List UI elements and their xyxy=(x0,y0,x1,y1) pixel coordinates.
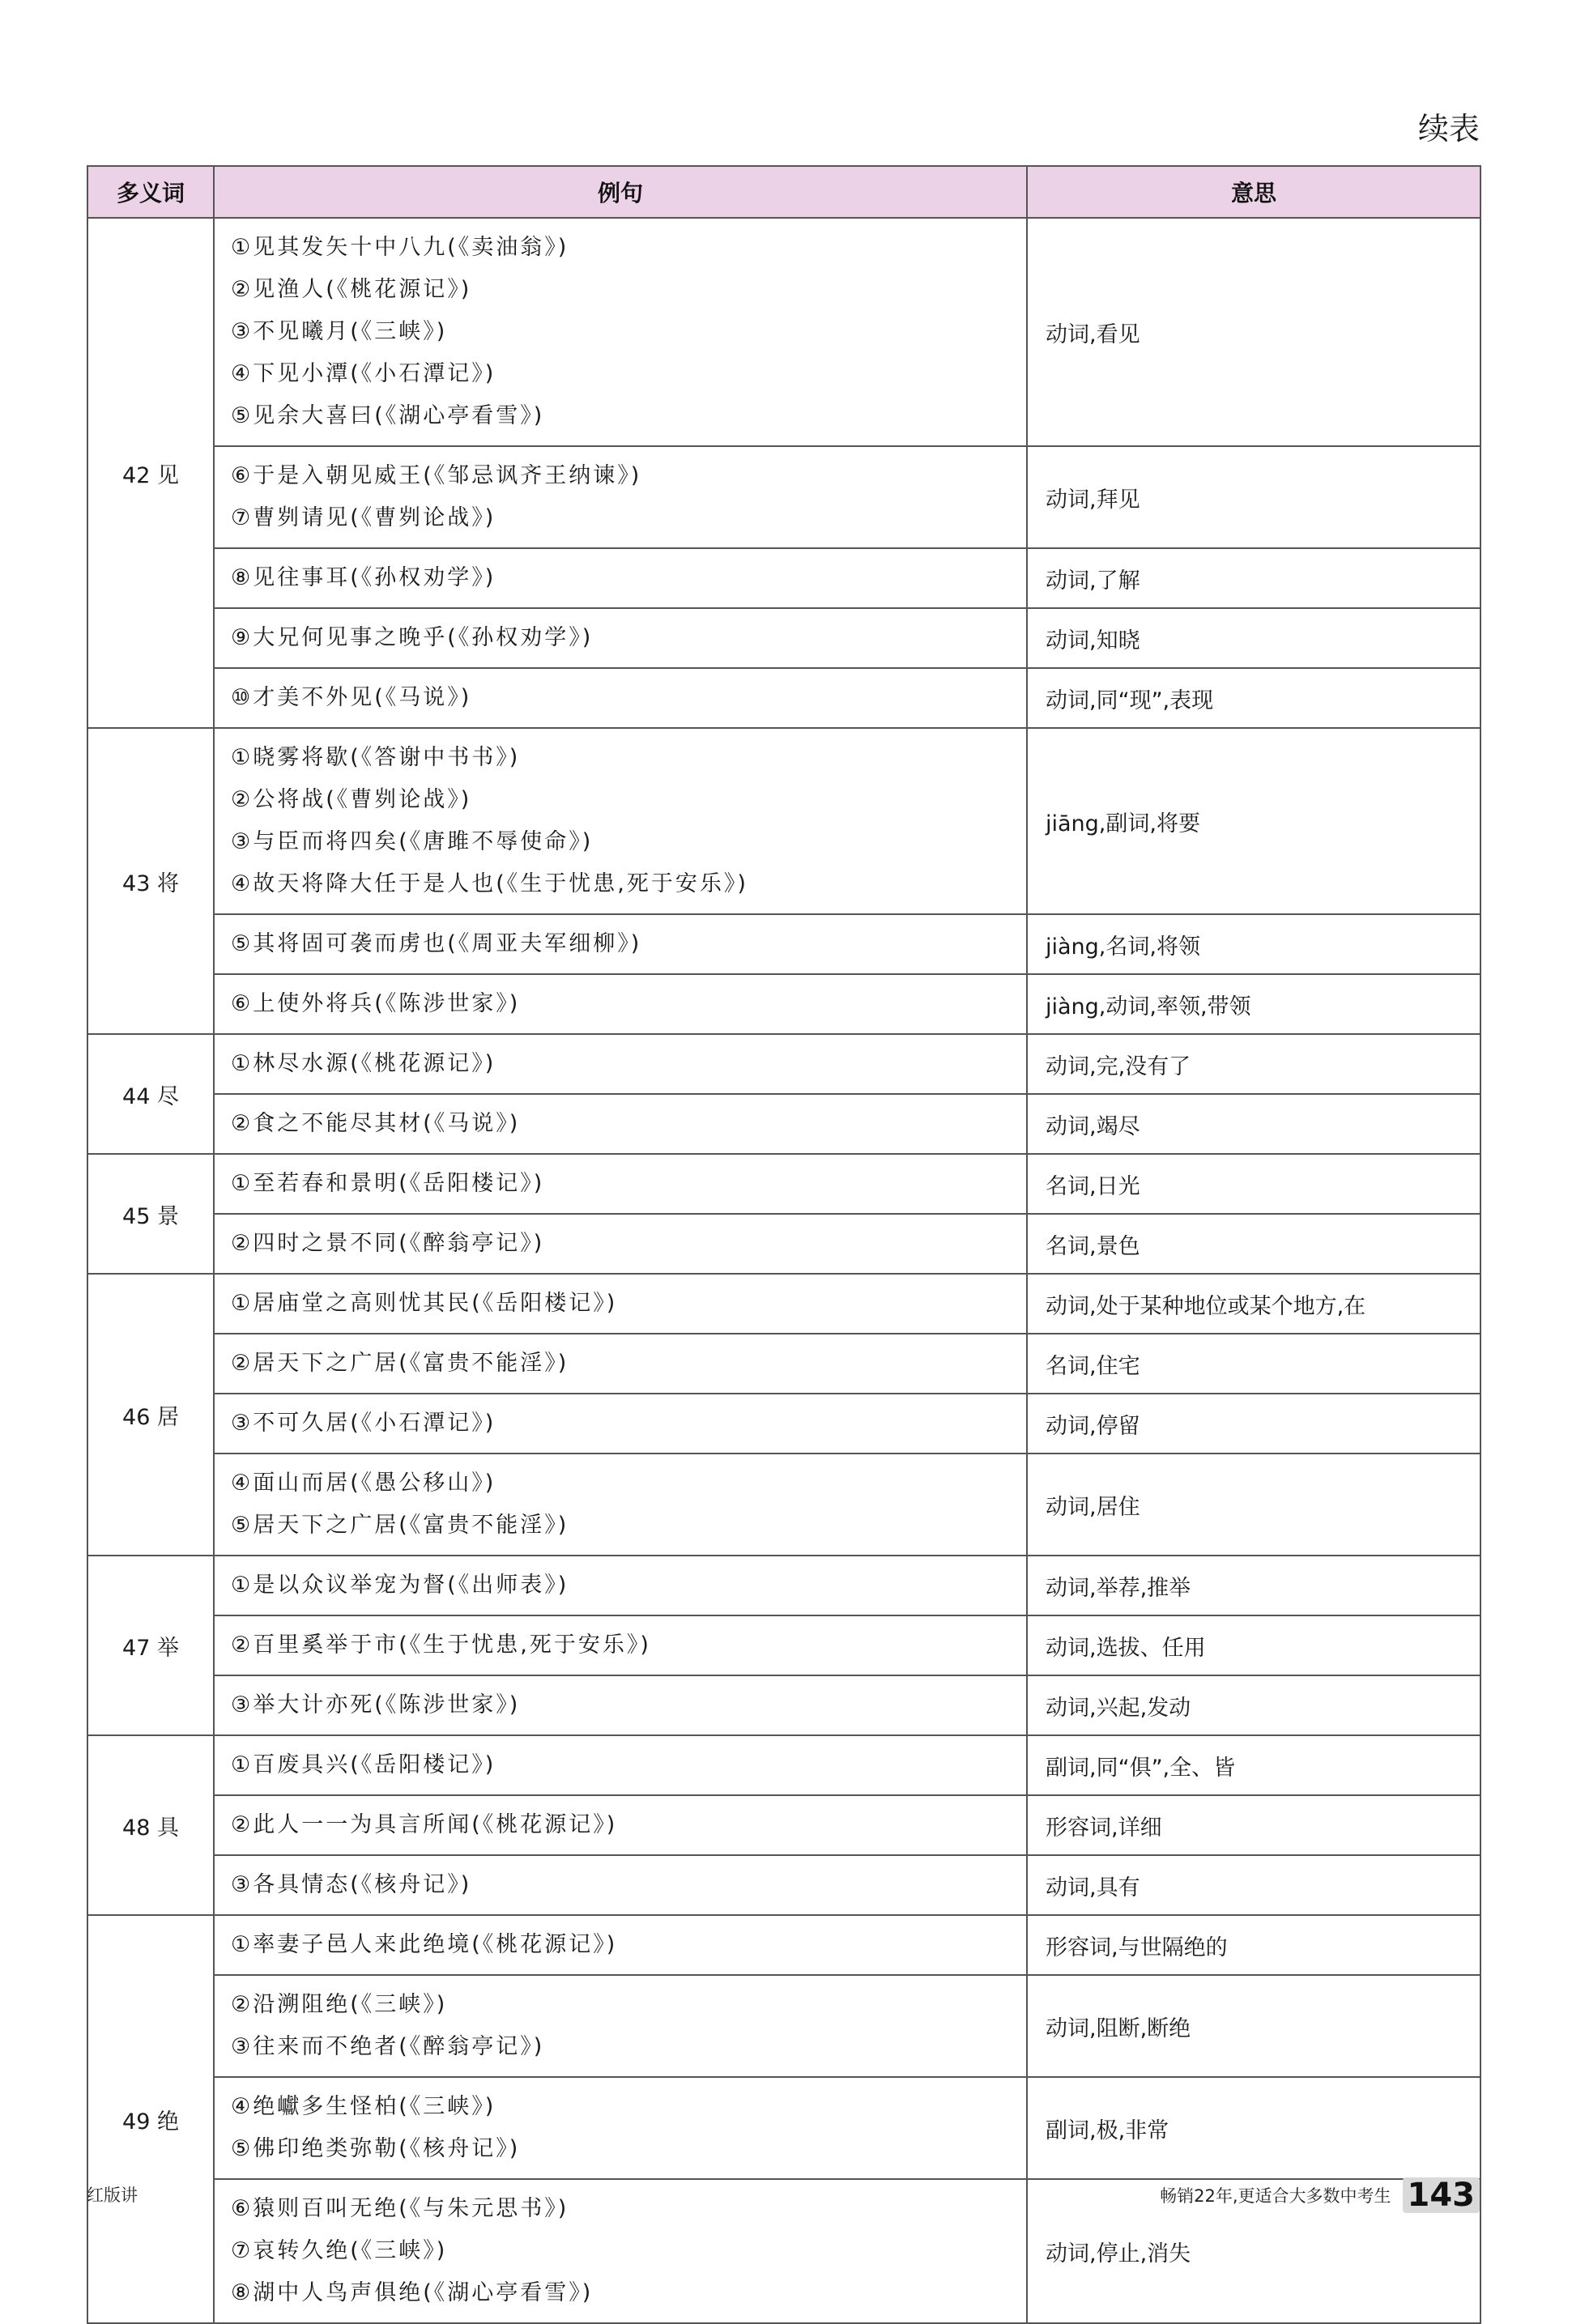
example-cell xyxy=(214,608,1027,668)
table-row xyxy=(87,1915,1480,1975)
meaning-cell: 名词,日光 xyxy=(1027,1154,1480,1214)
example-sentence: ①晓雾将歇(《答谢中书书》) xyxy=(231,745,521,770)
continued-table-title: 续表 xyxy=(1417,111,1480,147)
example-cell xyxy=(214,2179,1027,2323)
table-row xyxy=(87,608,1480,668)
meaning-cell: 副词,同“俱”,全、皆 xyxy=(1027,1735,1480,1795)
table-row xyxy=(87,1214,1480,1274)
table-row xyxy=(87,548,1480,608)
example-sentence: ①百废具兴(《岳阳楼记》) xyxy=(231,1752,496,1777)
meaning-cell: 副词,极,非常 xyxy=(1027,2077,1480,2179)
example-cell xyxy=(214,1915,1027,1975)
example-cell xyxy=(214,446,1027,548)
meaning-cell: 动词,停止,消失 xyxy=(1027,2179,1480,2323)
polysemous-word: 43 将 xyxy=(87,728,214,1034)
example-sentence: ⑤见余大喜曰(《湖心亭看雪》) xyxy=(231,403,545,428)
page-number: 143 xyxy=(1403,2177,1480,2213)
example-cell xyxy=(214,1214,1027,1274)
example-sentence: ②百里奚举于市(《生于忧患,死于安乐》) xyxy=(231,1632,651,1658)
example-sentence: ⑨大兄何见事之晚乎(《孙权劝学》) xyxy=(231,625,594,650)
example-sentence: ④绝巘多生怪柏(《三峡》) xyxy=(231,2094,496,2119)
example-sentence: ②食之不能尽其材(《马说》) xyxy=(231,1111,521,1136)
example-sentence: ①率妻子邑人来此绝境(《桃花源记》) xyxy=(231,1932,618,1957)
example-cell xyxy=(214,974,1027,1034)
meaning-cell: jiàng,动词,率领,带领 xyxy=(1027,974,1480,1034)
table-row xyxy=(87,1975,1480,2077)
meaning-cell: 动词,停留 xyxy=(1027,1394,1480,1454)
example-sentence: ①至若春和景明(《岳阳楼记》) xyxy=(231,1171,545,1196)
polysemous-word: 45 景 xyxy=(87,1154,214,1274)
example-sentence: ⑤佛印绝类弥勒(《核舟记》) xyxy=(231,2136,521,2161)
example-sentence: ⑤其将固可袭而虏也(《周亚夫军细柳》) xyxy=(231,931,642,956)
example-cell xyxy=(214,1556,1027,1615)
example-sentence: ④故天将降大任于是人也(《生于忧患,死于安乐》) xyxy=(231,871,748,896)
footer-slogan: 畅销22年,更适合大多数中考生 xyxy=(1160,2186,1391,2206)
table-row xyxy=(87,218,1480,446)
table-row xyxy=(87,974,1480,1034)
example-sentence: ②四时之景不同(《醉翁亭记》) xyxy=(231,1231,545,1256)
polysemous-word: 44 尽 xyxy=(87,1034,214,1154)
meaning-cell: 动词,兴起,发动 xyxy=(1027,1675,1480,1735)
meaning-cell: jiāng,副词,将要 xyxy=(1027,728,1480,914)
meaning-cell: 名词,住宅 xyxy=(1027,1334,1480,1394)
meaning-cell: 动词,具有 xyxy=(1027,1855,1480,1915)
polysemous-word: 46 居 xyxy=(87,1274,214,1556)
example-sentence: ③不可久居(《小石潭记》) xyxy=(231,1411,496,1436)
example-cell xyxy=(214,1675,1027,1735)
example-sentence: ⑥于是入朝见威王(《邹忌讽齐王纳谏》) xyxy=(231,463,642,488)
table-row xyxy=(87,1094,1480,1154)
example-sentence: ②公将战(《曹刿论战》) xyxy=(231,787,472,812)
meaning-cell: 动词,完,没有了 xyxy=(1027,1034,1480,1094)
example-cell xyxy=(214,1334,1027,1394)
example-sentence: ⑥上使外将兵(《陈涉世家》) xyxy=(231,991,521,1016)
example-sentence: ①见其发矢十中八九(《卖油翁》) xyxy=(231,235,569,260)
example-cell xyxy=(214,1795,1027,1855)
table-row xyxy=(87,728,1480,914)
example-sentence: ⑧湖中人鸟声俱绝(《湖心亭看雪》) xyxy=(231,2280,594,2305)
example-sentence: ④面山而居(《愚公移山》) xyxy=(231,1471,496,1496)
example-sentence: ④下见小潭(《小石潭记》) xyxy=(231,361,496,386)
meaning-cell: 形容词,详细 xyxy=(1027,1795,1480,1855)
meaning-cell: 动词,看见 xyxy=(1027,218,1480,446)
table-row xyxy=(87,1034,1480,1094)
table-row xyxy=(87,1735,1480,1795)
meaning-cell: 动词,同“现”,表现 xyxy=(1027,668,1480,728)
table-row xyxy=(87,1154,1480,1214)
table-row xyxy=(87,1795,1480,1855)
example-cell xyxy=(214,1855,1027,1915)
example-cell xyxy=(214,218,1027,446)
meaning-cell: 动词,竭尽 xyxy=(1027,1094,1480,1154)
meaning-cell: 动词,知晓 xyxy=(1027,608,1480,668)
example-cell xyxy=(214,1034,1027,1094)
table-row xyxy=(87,668,1480,728)
example-sentence: ③往来而不绝者(《醉翁亭记》) xyxy=(231,2034,545,2059)
example-cell xyxy=(214,1274,1027,1334)
example-sentence: ②居天下之广居(《富贵不能淫》) xyxy=(231,1351,569,1376)
example-sentence: ①是以众议举宠为督(《出师表》) xyxy=(231,1573,569,1598)
example-sentence: ⑥猿则百叫无绝(《与朱元思书》) xyxy=(231,2196,569,2221)
example-cell xyxy=(214,668,1027,728)
meaning-cell: 动词,阻断,断绝 xyxy=(1027,1975,1480,2077)
example-sentence: ①林尽水源(《桃花源记》) xyxy=(231,1051,496,1076)
example-sentence: ②沿溯阻绝(《三峡》) xyxy=(231,1992,448,2017)
example-cell xyxy=(214,1615,1027,1675)
example-sentence: ⑩才美不外见(《马说》) xyxy=(231,685,472,710)
meaning-cell: 动词,处于某种地位或某个地方,在 xyxy=(1027,1274,1480,1334)
table-row xyxy=(87,1274,1480,1334)
meaning-cell: 动词,拜见 xyxy=(1027,446,1480,548)
table-row xyxy=(87,1454,1480,1556)
table-row xyxy=(87,1394,1480,1454)
table-row xyxy=(87,914,1480,974)
meaning-cell: 动词,了解 xyxy=(1027,548,1480,608)
footer-brand: 红版讲 xyxy=(87,2186,138,2205)
example-cell xyxy=(214,1154,1027,1214)
column-header-word: 多义词 xyxy=(87,166,214,218)
example-cell xyxy=(214,2077,1027,2179)
table-body xyxy=(87,218,1480,2323)
polysemy-table xyxy=(87,165,1481,2324)
example-cell xyxy=(214,1394,1027,1454)
example-cell xyxy=(214,548,1027,608)
example-sentence: ①居庙堂之高则忧其民(《岳阳楼记》) xyxy=(231,1291,618,1316)
meaning-cell: 动词,举荐,推举 xyxy=(1027,1556,1480,1615)
polysemous-word: 47 举 xyxy=(87,1556,214,1735)
meaning-cell: 形容词,与世隔绝的 xyxy=(1027,1915,1480,1975)
example-sentence: ②见渔人(《桃花源记》) xyxy=(231,277,472,302)
table-row xyxy=(87,1675,1480,1735)
polysemous-word: 42 见 xyxy=(87,218,214,728)
example-sentence: ③不见曦月(《三峡》) xyxy=(231,319,448,344)
meaning-cell: jiàng,名词,将领 xyxy=(1027,914,1480,974)
polysemous-word: 48 具 xyxy=(87,1735,214,1915)
table-row xyxy=(87,446,1480,548)
polysemous-word: 49 绝 xyxy=(87,1915,214,2323)
example-sentence: ⑤居天下之广居(《富贵不能淫》) xyxy=(231,1513,569,1538)
table-row xyxy=(87,1334,1480,1394)
example-sentence: ③与臣而将四矣(《唐雎不辱使命》) xyxy=(231,829,594,854)
example-cell xyxy=(214,1454,1027,1556)
table-header-row xyxy=(87,166,1480,218)
meaning-cell: 动词,选拔、任用 xyxy=(1027,1615,1480,1675)
example-cell xyxy=(214,728,1027,914)
column-header-meaning: 意思 xyxy=(1027,166,1480,218)
table-row xyxy=(87,1556,1480,1615)
meaning-cell: 名词,景色 xyxy=(1027,1214,1480,1274)
meaning-cell: 动词,居住 xyxy=(1027,1454,1480,1556)
footer-info xyxy=(1160,2177,1480,2213)
column-header-example: 例句 xyxy=(214,166,1027,218)
example-sentence: ③举大计亦死(《陈涉世家》) xyxy=(231,1692,521,1717)
example-cell xyxy=(214,914,1027,974)
example-sentence: ⑦曹刿请见(《曹刿论战》) xyxy=(231,505,496,530)
example-sentence: ②此人一一为具言所闻(《桃花源记》) xyxy=(231,1812,618,1837)
example-sentence: ⑦哀转久绝(《三峡》) xyxy=(231,2238,448,2263)
example-cell xyxy=(214,1975,1027,2077)
table-row xyxy=(87,2077,1480,2179)
example-cell xyxy=(214,1735,1027,1795)
example-sentence: ⑧见往事耳(《孙权劝学》) xyxy=(231,565,496,590)
table-row xyxy=(87,1615,1480,1675)
table-row xyxy=(87,1855,1480,1915)
example-cell xyxy=(214,1094,1027,1154)
example-sentence: ③各具情态(《核舟记》) xyxy=(231,1872,472,1897)
